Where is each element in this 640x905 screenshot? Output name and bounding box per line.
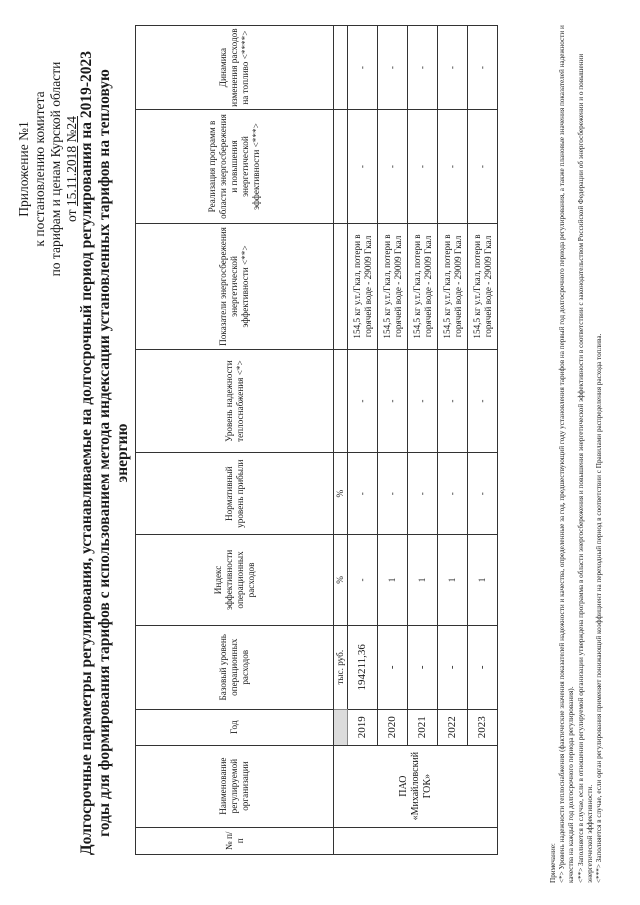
reliability-cell: -	[378, 350, 408, 453]
annex-number: Приложение №1	[16, 121, 31, 217]
fuel-cell: -	[468, 26, 498, 110]
header-cell-year: Год	[136, 709, 334, 745]
reliability-cell: -	[468, 350, 498, 453]
annex-date-prefix: от	[64, 209, 79, 222]
year-cell: 2021	[408, 709, 438, 745]
reliability-cell: -	[408, 350, 438, 453]
header-cell-efficiency-index: Индекс эффективности операционных расходов	[136, 535, 334, 625]
fuel-cell: -	[438, 26, 468, 110]
notes-heading: Примечание:	[549, 843, 557, 883]
year-cell: 2022	[438, 709, 468, 745]
program-cell: -	[408, 110, 438, 224]
notes-section	[549, 23, 604, 883]
header-cell-fuel-dynamics: Динамика изменения расходов на топливо <****>	[136, 26, 334, 110]
header-cell-profit-level: Нормативный уровень прибыли	[136, 453, 334, 535]
efficiency-index-cell: -	[348, 535, 378, 625]
note-fuel: <***> Заполняется в случае, если орган регулирования применяет понижающий коэффициент на переходный период в соответствии с Правилами распределения расхода топлива.	[595, 333, 604, 883]
profit-cell: -	[378, 453, 408, 535]
program-cell: -	[468, 110, 498, 224]
parameters-table	[135, 25, 498, 855]
base-opex-cell: -	[438, 625, 468, 709]
energy-saving-cell: 154,5 кг у.т./Гкал, потери в горячей воде - 29009 Гкал	[348, 223, 378, 349]
units-energy-cell	[334, 223, 348, 349]
fuel-cell: -	[408, 26, 438, 110]
header-cell-reliability: Уровень надежности теплоснабжения <*>	[136, 350, 334, 453]
efficiency-index-cell: 1	[438, 535, 468, 625]
energy-saving-cell: 154,5 кг у.т./Гкал, потери в горячей воде - 29009 Гкал	[468, 223, 498, 349]
efficiency-index-cell: 1	[468, 535, 498, 625]
header-cell-organization: Наименование регулируемой организации	[136, 745, 334, 827]
organization-cell: ПАО «Михайловский ГОК»	[334, 745, 498, 827]
note-energy-saving: <**> Заполняется в случае, если в отношении регулируемой организации утверждена программа в области энергосбережения и повышения энергетической эффективности в соответствии с законодательством Российской Федерации об энергосбережении и о повышении энергетической эффективности.	[576, 53, 594, 883]
annex-line-committee: к постановлению комитета	[32, 91, 47, 247]
units-fuel-cell	[334, 26, 348, 110]
profit-cell: -	[468, 453, 498, 535]
year-cell: 2023	[468, 709, 498, 745]
header-row	[136, 26, 334, 855]
table-row	[348, 26, 378, 855]
header-cell-programs: Реализация программ в области энергосбережения и повышения энергетической эффективности <***>	[136, 110, 334, 224]
profit-cell: -	[348, 453, 378, 535]
table-row	[468, 26, 498, 855]
base-opex-cell: -	[408, 625, 438, 709]
program-cell: -	[378, 110, 408, 224]
energy-saving-cell: 154,5 кг у.т./Гкал, потери в горячей воде - 29009 Гкал	[378, 223, 408, 349]
header-cell-base-opex: Базовый уровень операционных расходов	[136, 625, 334, 709]
table-row	[438, 26, 468, 855]
table-row	[408, 26, 438, 855]
program-cell: -	[348, 110, 378, 224]
table-row	[378, 26, 408, 855]
annex-block	[16, 49, 80, 289]
document-title: Долгосрочные параметры регулирования, устанавливаемые на долгосрочный период регулирования на 2019-2023 годы для формирования тарифов с использованием метода индексации установленных тарифов на тепловую энергию	[78, 50, 131, 856]
reliability-cell: -	[348, 350, 378, 453]
year-cell: 2020	[378, 709, 408, 745]
energy-saving-cell: 154,5 кг у.т./Гкал, потери в горячей воде - 29009 Гкал	[408, 223, 438, 349]
energy-saving-cell: 154,5 кг у.т./Гкал, потери в горячей воде - 29009 Гкал	[438, 223, 468, 349]
units-row	[334, 26, 348, 855]
units-base-cell: тыс. руб.	[334, 625, 348, 709]
row-number-cell	[334, 827, 498, 854]
base-opex-cell: 194211,36	[348, 625, 378, 709]
units-reliability-cell	[334, 350, 348, 453]
units-program-cell	[334, 110, 348, 224]
header-cell-energy-saving: Показатели энергосбережения энергетической эффективности <**>	[136, 223, 334, 349]
header-cell-number: № п/п	[136, 827, 334, 854]
annex-line-authority: по тарифам и ценам Курской области	[48, 61, 63, 277]
fuel-cell: -	[348, 26, 378, 110]
note-reliability: <*> Уровень надежности теплоснабжения (фактические значения показателей надежности и качества, определенные за год, предшествующий году установления тарифов на первый год долгосрочного периода регулирования, а также плановые значения показателей надежности и качества на каждый год долгосрочного периода регулирования).	[558, 25, 576, 883]
profit-cell: -	[408, 453, 438, 535]
efficiency-index-cell: 1	[408, 535, 438, 625]
year-cell: 2019	[348, 709, 378, 745]
units-year-cell	[334, 709, 348, 745]
annex-doc-number: №24	[64, 116, 79, 143]
efficiency-index-cell: 1	[378, 535, 408, 625]
fuel-cell: -	[378, 26, 408, 110]
profit-cell: -	[438, 453, 468, 535]
rotated-landscape-sheet	[2, 3, 638, 903]
base-opex-cell: -	[378, 625, 408, 709]
reliability-cell: -	[438, 350, 468, 453]
program-cell: -	[438, 110, 468, 224]
units-index-cell: %	[334, 535, 348, 625]
units-profit-cell: %	[334, 453, 348, 535]
annex-date: 15.11.2018	[64, 145, 79, 207]
base-opex-cell: -	[468, 625, 498, 709]
